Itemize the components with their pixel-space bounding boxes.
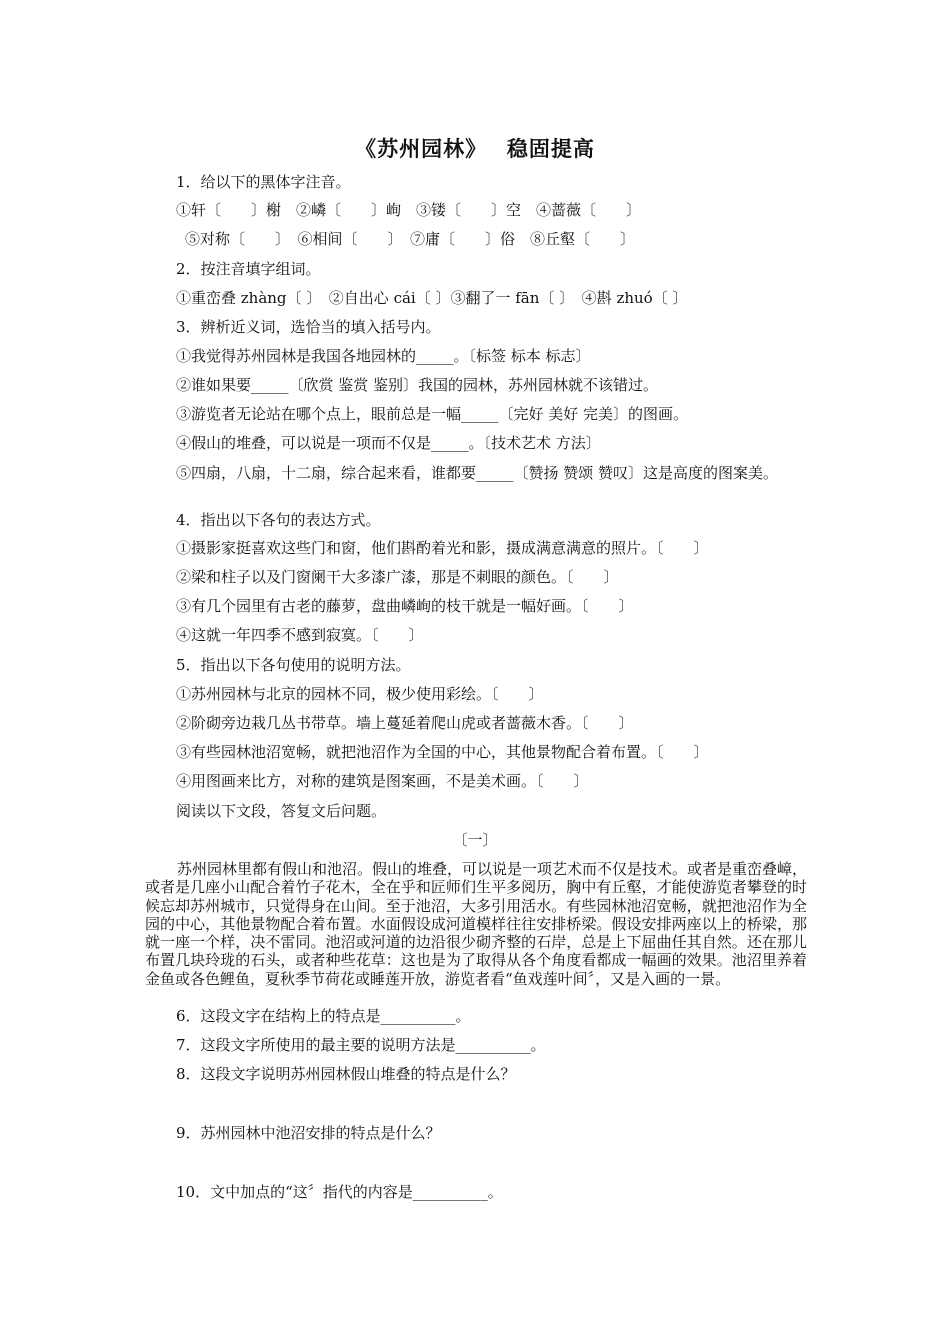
question-4-item-2: ②梁和柱子以及门窗阑干大多漆广漆，那是不刺眼的颜色。〔 〕 [176, 568, 619, 586]
passage-heading: 〔一〕 [452, 831, 498, 849]
reading-instruction: 阅读以下文段，答复文后问题。 [176, 802, 387, 820]
question-10: 10．文中加点的“这〞指代的内容是__________。 [176, 1183, 503, 1201]
question-3-item-5: ⑤四扇，八扇，十二扇，综合起来看，谁都要_____〔赞扬 赞颂 赞叹〕这是高度的图案美。 [176, 464, 779, 482]
question-6: 6．这段文字在结构上的特点是__________。 [176, 1007, 471, 1025]
page-title: 《苏州园林》 稳固提高 [355, 137, 595, 161]
question-1: 1．给以下的黑体字注音。 [176, 173, 351, 191]
question-4-item-3: ③有几个园里有古老的藤萝，盘曲嶙峋的枝干就是一幅好画。〔 〕 [176, 597, 634, 615]
question-9: 9．苏州园林中池沼安排的特点是什么？ [176, 1124, 441, 1142]
question-4: 4．指出以下各句的表达方式。 [176, 511, 381, 529]
question-7: 7．这段文字所使用的最主要的说明方法是__________。 [176, 1036, 546, 1054]
question-5-item-3: ③有些园林池沼宽畅，就把池沼作为全国的中心，其他景物配合着布置。〔 〕 [176, 743, 709, 761]
question-2: 2．按注音填字组词。 [176, 260, 321, 278]
question-3-item-1: ①我觉得苏州园林是我国各地园林的_____。〔标签 标本 标志〕 [176, 347, 591, 365]
question-4-item-1: ①摄影家挺喜欢这些门和窗，他们斟酌着光和影，摄成满意满意的照片。〔 〕 [176, 539, 709, 557]
question-5-item-4: ④用图画来比方，对称的建筑是图案画，不是美术画。〔 〕 [176, 772, 589, 790]
question-3: 3．辨析近义词，选恰当的填入括号内。 [176, 318, 441, 336]
question-3-item-3: ③游览者无论站在哪个点上，眼前总是一幅_____〔完好 美好 完美〕的图画。 [176, 405, 689, 423]
question-8: 8．这段文字说明苏州园林假山堆叠的特点是什么？ [176, 1065, 516, 1083]
question-2-row-1: ①重峦叠 zhàng〔 〕 ②自出心 cái〔 〕③翻了一 fān〔 〕 ④斟 zhuó〔 〕 [176, 289, 688, 307]
question-1-row-1: ①轩〔 〕榭 ②嶙〔 〕峋 ③镂〔 〕空 ④蔷薇〔 〕 [176, 201, 642, 219]
question-5-item-2: ②阶砌旁边栽几丛书带草。墙上蔓延着爬山虎或者蔷薇木香。〔 〕 [176, 714, 634, 732]
question-3-item-4: ④假山的堆叠，可以说是一项而不仅是_____。〔技术艺术 方法〕 [176, 434, 601, 452]
question-5: 5．指出以下各句使用的说明方法。 [176, 656, 411, 674]
question-5-item-1: ①苏州园林与北京的园林不同，极少使用彩绘。〔 〕 [176, 685, 544, 703]
reading-passage: 苏州园林里都有假山和池沼。假山的堆叠，可以说是一项艺术而不仅是技术。或者是重峦叠嶂，或者是几座小山配合着竹子花木，全在乎和匠师们生平多阅历，胸中有丘壑，才能使游览者攀登的时候忘却苏州城市，只觉得身在山间。至于池沼，大多引用活水。有些园林池沼宽畅，就把池沼作为全园的中心，其他景物配合着布置。水面假设成河道模样往往安排桥梁。假设安排两座以上的桥梁，那就一座一个样，决不雷同。池沼或河道的边沿很少砌齐整的石岸，总是上下屈曲任其自然。还在那儿布置几块玲珑的石头，或者种些花草：这也是为了取得从各个角度看都成一幅画的效果。池沼里养着金鱼或各色鲤鱼，夏秋季节荷花或睡莲开放，游览者看“鱼戏莲叶间〞，又是入画的一景。 [145, 860, 808, 988]
question-3-item-2: ②谁如果要_____〔欣赏 鉴赏 鉴别〕我国的园林，苏州园林就不该错过。 [176, 376, 659, 394]
question-4-item-4: ④这就一年四季不感到寂寞。〔 〕 [176, 626, 424, 644]
question-1-row-2: ⑤对称〔 〕 ⑥相间〔 〕 ⑦庸〔 〕俗 ⑧丘壑〔 〕 [185, 230, 636, 248]
